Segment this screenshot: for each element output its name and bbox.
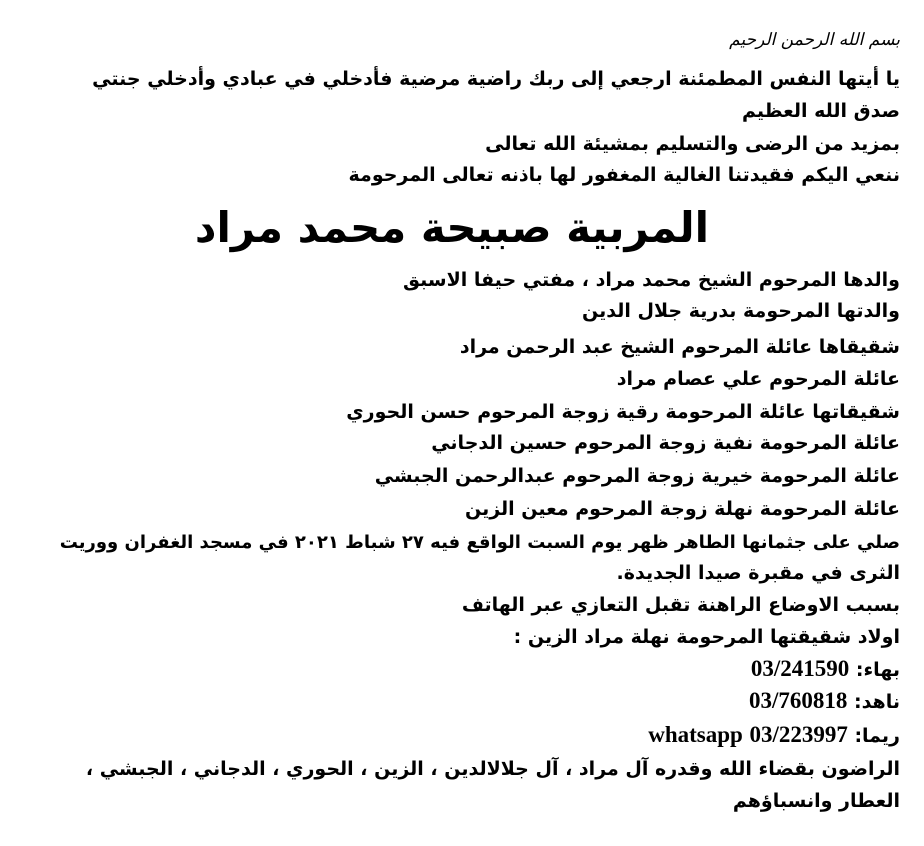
contact-phone: 03/760818 [748,688,848,713]
family-line: والدتها المرحومة بدرية جلال الدين [582,300,900,322]
family-line: عائلة المرحوم علي عصام مراد [616,368,900,390]
deceased-name: المربية صبيحة محمد مراد [194,203,709,252]
verse-line: يا أيتها النفس المطمئنة ارجعي إلى ربك راضية مرضية فأدخلي في عبادي وأدخلي جنتي [92,68,900,90]
family-line: شقيقاها عائلة المرحوم الشيخ عبد الرحمن مراد [459,336,900,358]
contact-phone: 03/241590 [750,656,850,681]
contact-name: ريما: [854,725,900,747]
contact-phone: 03/223997 [749,722,848,747]
funeral-line: صلي على جثمانها الطاهر ظهر يوم السبت الواقع فيه ٢٧ شباط ٢٠٢١ في مسجد الغفران ووريت [59,532,900,553]
condolences-note: بسبب الاوضاع الراهنة تقبل التعازي عبر الهاتف [461,594,900,616]
contact-note: whatsapp [648,722,743,747]
basmala-calligraphy: بسم الله الرحمن الرحيم [729,30,900,50]
intro-line: ننعي اليكم فقيدتنا الغالية المغفور لها باذنه تعالى المرحومة [348,164,900,186]
funeral-line: الثرى في مقبرة صيدا الجديدة. [616,562,900,584]
contact-name: ناهد: [853,691,900,713]
verse-closing: صدق الله العظيم [741,100,900,122]
contact-name: بهاء: [855,659,900,681]
contact-row [751,654,900,685]
intro-line: بمزيد من الرضى والتسليم بمشيئة الله تعالى [485,133,900,155]
children-intro: اولاد شقيقتها المرحومة نهلة مراد الزين : [513,626,900,648]
family-line: عائلة المرحومة نهلة زوجة المرحوم معين الزين [464,498,900,520]
mourners-line: الراضون بقضاء الله وقدره آل مراد ، آل جلالالدين ، الزين ، الحوري ، الدجاني ، الجبشي ، [85,758,900,780]
mourners-line: العطار وانسباؤهم [732,790,900,812]
family-line: شقيقاتها عائلة المرحومة رقية زوجة المرحوم حسن الحوري [346,401,900,423]
family-line: عائلة المرحومة خيرية زوجة المرحوم عبدالرحمن الجبشي [374,465,900,487]
family-line: والدها المرحوم الشيخ محمد مراد ، مفتي حيفا الاسبق [403,269,900,291]
contact-row [648,720,900,751]
family-line: عائلة المرحومة نفية زوجة المرحوم حسين الدجاني [431,432,900,454]
contact-row [749,686,900,717]
